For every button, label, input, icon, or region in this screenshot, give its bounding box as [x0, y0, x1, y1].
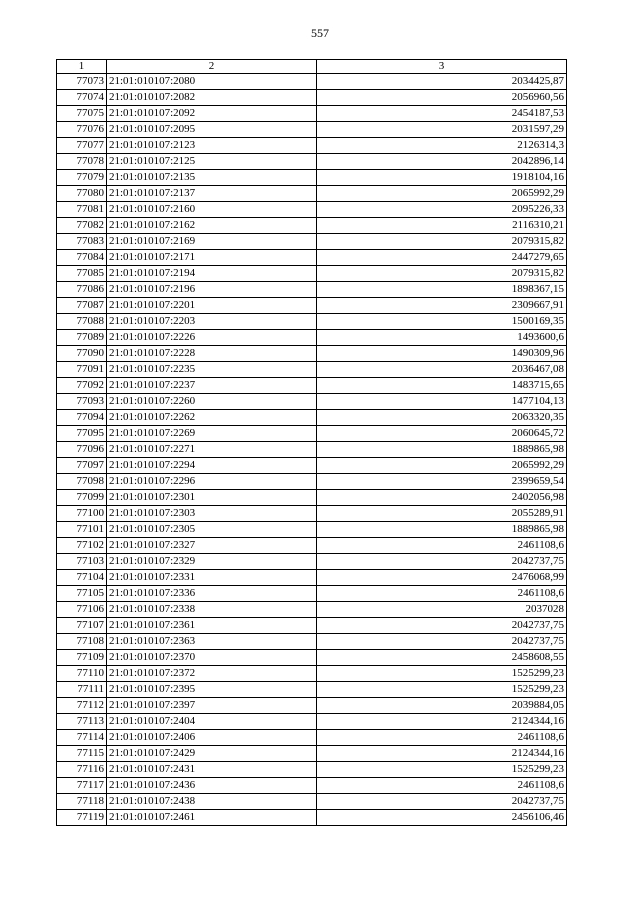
cadastral-value-cell: 2042737,75	[317, 554, 567, 570]
cadastral-number-cell: 21:01:010107:2336	[107, 586, 317, 602]
cadastral-value-table	[56, 59, 567, 826]
cadastral-number-cell: 21:01:010107:2363	[107, 634, 317, 650]
cadastral-number-cell: 21:01:010107:2305	[107, 522, 317, 538]
row-number-cell: 77112	[57, 698, 107, 714]
row-number-cell: 77111	[57, 682, 107, 698]
cadastral-number-cell: 21:01:010107:2235	[107, 362, 317, 378]
cadastral-value-cell: 1525299,23	[317, 666, 567, 682]
cadastral-value-cell: 2079315,82	[317, 266, 567, 282]
cadastral-value-cell: 2461108,6	[317, 538, 567, 554]
row-number-cell: 77117	[57, 778, 107, 794]
row-number-cell: 77103	[57, 554, 107, 570]
cadastral-number-cell: 21:01:010107:2331	[107, 570, 317, 586]
cadastral-value-cell: 2039884,05	[317, 698, 567, 714]
cadastral-value-cell: 1525299,23	[317, 762, 567, 778]
cadastral-value-cell: 2036467,08	[317, 362, 567, 378]
cadastral-value-cell: 2116310,21	[317, 218, 567, 234]
cadastral-number-cell: 21:01:010107:2201	[107, 298, 317, 314]
row-number-cell: 77091	[57, 362, 107, 378]
cadastral-value-cell: 2042737,75	[317, 794, 567, 810]
table-row	[57, 394, 567, 410]
cadastral-value-cell: 1918104,16	[317, 170, 567, 186]
table-row	[57, 602, 567, 618]
table-row	[57, 90, 567, 106]
table-row	[57, 362, 567, 378]
table-row	[57, 202, 567, 218]
row-number-cell: 77075	[57, 106, 107, 122]
row-number-cell: 77073	[57, 74, 107, 90]
table-row	[57, 570, 567, 586]
table-row	[57, 618, 567, 634]
row-number-cell: 77095	[57, 426, 107, 442]
cadastral-number-cell: 21:01:010107:2169	[107, 234, 317, 250]
cadastral-value-cell: 2461108,6	[317, 586, 567, 602]
cadastral-number-cell: 21:01:010107:2162	[107, 218, 317, 234]
cadastral-number-cell: 21:01:010107:2080	[107, 74, 317, 90]
cadastral-number-cell: 21:01:010107:2404	[107, 714, 317, 730]
cadastral-value-cell: 2065992,29	[317, 458, 567, 474]
row-number-cell: 77079	[57, 170, 107, 186]
cadastral-value-cell: 2456106,46	[317, 810, 567, 826]
cadastral-number-cell: 21:01:010107:2262	[107, 410, 317, 426]
row-number-cell: 77093	[57, 394, 107, 410]
table-row	[57, 458, 567, 474]
cadastral-value-cell: 2031597,29	[317, 122, 567, 138]
row-number-cell: 77087	[57, 298, 107, 314]
row-number-cell: 77102	[57, 538, 107, 554]
cadastral-value-cell: 1525299,23	[317, 682, 567, 698]
table-row	[57, 250, 567, 266]
cadastral-value-cell: 2399659,54	[317, 474, 567, 490]
table-row	[57, 522, 567, 538]
row-number-cell: 77094	[57, 410, 107, 426]
table-row	[57, 74, 567, 90]
row-number-cell: 77099	[57, 490, 107, 506]
table-row	[57, 426, 567, 442]
cadastral-number-cell: 21:01:010107:2395	[107, 682, 317, 698]
cadastral-value-cell: 2060645,72	[317, 426, 567, 442]
row-number-cell: 77078	[57, 154, 107, 170]
table-row	[57, 410, 567, 426]
table-row	[57, 794, 567, 810]
table-row	[57, 186, 567, 202]
cadastral-value-cell: 2126314,3	[317, 138, 567, 154]
row-number-cell: 77083	[57, 234, 107, 250]
table-row	[57, 746, 567, 762]
cadastral-value-cell: 2476068,99	[317, 570, 567, 586]
cadastral-value-cell: 2034425,87	[317, 74, 567, 90]
cadastral-number-cell: 21:01:010107:2194	[107, 266, 317, 282]
cadastral-value-cell: 1898367,15	[317, 282, 567, 298]
cadastral-number-cell: 21:01:010107:2431	[107, 762, 317, 778]
column-header-1: 1	[57, 60, 107, 74]
table-row	[57, 714, 567, 730]
table-row	[57, 506, 567, 522]
row-number-cell: 77096	[57, 442, 107, 458]
table-row	[57, 138, 567, 154]
cadastral-value-cell: 2042896,14	[317, 154, 567, 170]
cadastral-value-cell: 1477104,13	[317, 394, 567, 410]
table-row	[57, 554, 567, 570]
row-number-cell: 77101	[57, 522, 107, 538]
cadastral-value-cell: 2037028	[317, 602, 567, 618]
row-number-cell: 77088	[57, 314, 107, 330]
cadastral-number-cell: 21:01:010107:2406	[107, 730, 317, 746]
cadastral-number-cell: 21:01:010107:2294	[107, 458, 317, 474]
table-row	[57, 234, 567, 250]
row-number-cell: 77080	[57, 186, 107, 202]
row-number-cell: 77085	[57, 266, 107, 282]
row-number-cell: 77077	[57, 138, 107, 154]
cadastral-number-cell: 21:01:010107:2092	[107, 106, 317, 122]
cadastral-value-cell: 2124344,16	[317, 714, 567, 730]
cadastral-number-cell: 21:01:010107:2397	[107, 698, 317, 714]
cadastral-number-cell: 21:01:010107:2228	[107, 346, 317, 362]
cadastral-number-cell: 21:01:010107:2438	[107, 794, 317, 810]
row-number-cell: 77116	[57, 762, 107, 778]
row-number-cell: 77114	[57, 730, 107, 746]
cadastral-value-cell: 2461108,6	[317, 730, 567, 746]
cadastral-number-cell: 21:01:010107:2461	[107, 810, 317, 826]
cadastral-value-cell: 1490309,96	[317, 346, 567, 362]
cadastral-number-cell: 21:01:010107:2301	[107, 490, 317, 506]
row-number-cell: 77089	[57, 330, 107, 346]
table-row	[57, 762, 567, 778]
cadastral-value-cell: 2065992,29	[317, 186, 567, 202]
table-header-row	[57, 60, 567, 74]
table-row	[57, 282, 567, 298]
cadastral-number-cell: 21:01:010107:2271	[107, 442, 317, 458]
row-number-cell: 77092	[57, 378, 107, 394]
table-row	[57, 650, 567, 666]
table-row	[57, 538, 567, 554]
cadastral-number-cell: 21:01:010107:2327	[107, 538, 317, 554]
table-row	[57, 266, 567, 282]
table-row	[57, 314, 567, 330]
cadastral-value-cell: 2042737,75	[317, 634, 567, 650]
row-number-cell: 77105	[57, 586, 107, 602]
cadastral-number-cell: 21:01:010107:2429	[107, 746, 317, 762]
row-number-cell: 77115	[57, 746, 107, 762]
page-number: 557	[311, 26, 329, 40]
cadastral-number-cell: 21:01:010107:2296	[107, 474, 317, 490]
row-number-cell: 77106	[57, 602, 107, 618]
cadastral-value-cell: 2056960,56	[317, 90, 567, 106]
table-row	[57, 298, 567, 314]
cadastral-number-cell: 21:01:010107:2303	[107, 506, 317, 522]
cadastral-number-cell: 21:01:010107:2329	[107, 554, 317, 570]
table-body	[57, 74, 567, 826]
cadastral-number-cell: 21:01:010107:2171	[107, 250, 317, 266]
row-number-cell: 77100	[57, 506, 107, 522]
cadastral-value-cell: 2402056,98	[317, 490, 567, 506]
row-number-cell: 77108	[57, 634, 107, 650]
cadastral-number-cell: 21:01:010107:2338	[107, 602, 317, 618]
table-row	[57, 218, 567, 234]
cadastral-value-cell: 2055289,91	[317, 506, 567, 522]
cadastral-value-cell: 2309667,91	[317, 298, 567, 314]
table-row	[57, 698, 567, 714]
cadastral-value-cell: 2447279,65	[317, 250, 567, 266]
cadastral-number-cell: 21:01:010107:2226	[107, 330, 317, 346]
table-row	[57, 346, 567, 362]
cadastral-number-cell: 21:01:010107:2125	[107, 154, 317, 170]
column-header-3: 3	[317, 60, 567, 74]
row-number-cell: 77109	[57, 650, 107, 666]
row-number-cell: 77118	[57, 794, 107, 810]
cadastral-number-cell: 21:01:010107:2082	[107, 90, 317, 106]
row-number-cell: 77084	[57, 250, 107, 266]
row-number-cell: 77104	[57, 570, 107, 586]
table-row	[57, 778, 567, 794]
cadastral-value-cell: 2461108,6	[317, 778, 567, 794]
cadastral-value-cell: 1889865,98	[317, 522, 567, 538]
cadastral-number-cell: 21:01:010107:2370	[107, 650, 317, 666]
row-number-cell: 77076	[57, 122, 107, 138]
row-number-cell: 77110	[57, 666, 107, 682]
table-row	[57, 122, 567, 138]
row-number-cell: 77107	[57, 618, 107, 634]
table-row	[57, 474, 567, 490]
cadastral-value-cell: 1483715,65	[317, 378, 567, 394]
cadastral-number-cell: 21:01:010107:2436	[107, 778, 317, 794]
table-row	[57, 586, 567, 602]
cadastral-value-cell: 2454187,53	[317, 106, 567, 122]
table-row	[57, 330, 567, 346]
cadastral-value-cell: 2079315,82	[317, 234, 567, 250]
cadastral-number-cell: 21:01:010107:2269	[107, 426, 317, 442]
cadastral-value-cell: 2095226,33	[317, 202, 567, 218]
row-number-cell: 77098	[57, 474, 107, 490]
cadastral-value-cell: 1889865,98	[317, 442, 567, 458]
row-number-cell: 77119	[57, 810, 107, 826]
cadastral-value-cell: 1493600,6	[317, 330, 567, 346]
cadastral-value-cell: 2458608,55	[317, 650, 567, 666]
cadastral-number-cell: 21:01:010107:2095	[107, 122, 317, 138]
table-row	[57, 378, 567, 394]
cadastral-number-cell: 21:01:010107:2372	[107, 666, 317, 682]
row-number-cell: 77074	[57, 90, 107, 106]
cadastral-value-cell: 2042737,75	[317, 618, 567, 634]
table-row	[57, 442, 567, 458]
cadastral-number-cell: 21:01:010107:2123	[107, 138, 317, 154]
row-number-cell: 77113	[57, 714, 107, 730]
table-row	[57, 154, 567, 170]
cadastral-number-cell: 21:01:010107:2135	[107, 170, 317, 186]
cadastral-value-cell: 2063320,35	[317, 410, 567, 426]
column-header-2: 2	[107, 60, 317, 74]
cadastral-number-cell: 21:01:010107:2361	[107, 618, 317, 634]
table-row	[57, 730, 567, 746]
cadastral-number-cell: 21:01:010107:2260	[107, 394, 317, 410]
cadastral-number-cell: 21:01:010107:2196	[107, 282, 317, 298]
cadastral-value-cell: 1500169,35	[317, 314, 567, 330]
cadastral-number-cell: 21:01:010107:2160	[107, 202, 317, 218]
cadastral-number-cell: 21:01:010107:2237	[107, 378, 317, 394]
table-row	[57, 810, 567, 826]
row-number-cell: 77082	[57, 218, 107, 234]
row-number-cell: 77097	[57, 458, 107, 474]
table-row	[57, 682, 567, 698]
row-number-cell: 77090	[57, 346, 107, 362]
cadastral-number-cell: 21:01:010107:2203	[107, 314, 317, 330]
table-row	[57, 634, 567, 650]
table-row	[57, 490, 567, 506]
table-row	[57, 106, 567, 122]
table-row	[57, 666, 567, 682]
row-number-cell: 77081	[57, 202, 107, 218]
table-row	[57, 170, 567, 186]
row-number-cell: 77086	[57, 282, 107, 298]
cadastral-number-cell: 21:01:010107:2137	[107, 186, 317, 202]
cadastral-value-cell: 2124344,16	[317, 746, 567, 762]
